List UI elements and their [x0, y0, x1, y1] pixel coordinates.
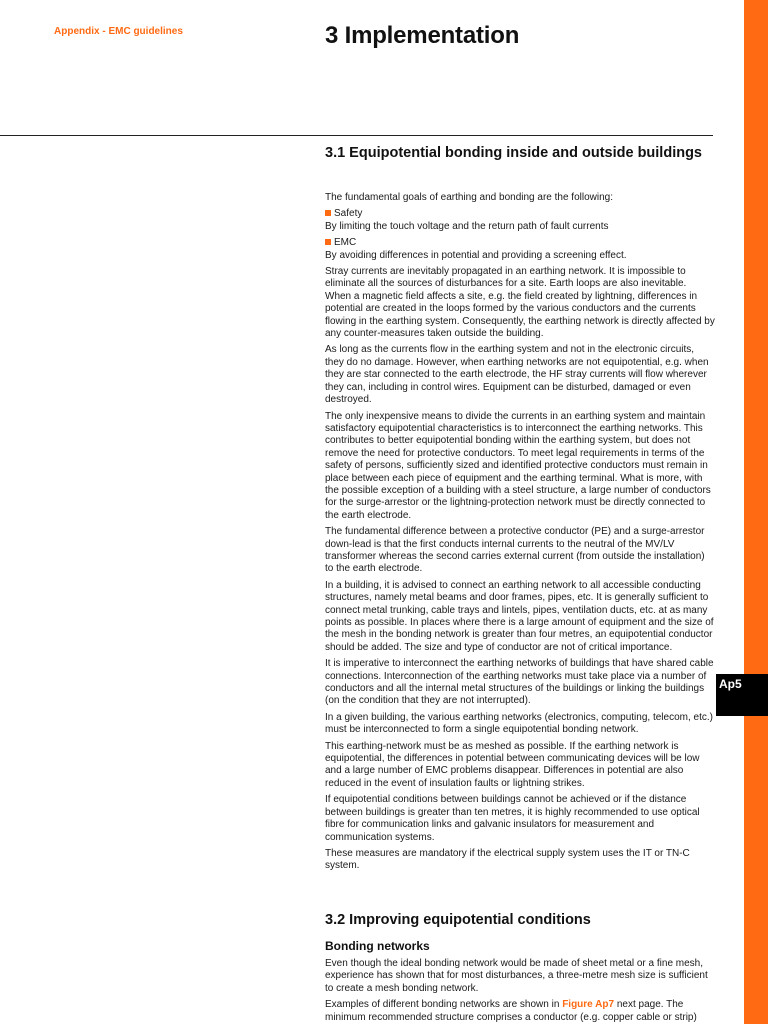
bullet-label: Safety — [334, 208, 363, 220]
running-head: Appendix - EMC guidelines — [54, 26, 183, 37]
intro-paragraph: The fundamental goals of earthing and bonding are the following: — [325, 192, 613, 203]
chapter-title: 3 Implementation — [325, 22, 520, 49]
text-before-link: Examples of different bonding networks are shown in — [325, 999, 563, 1011]
section-3-2-body — [325, 958, 715, 1028]
paragraph: This earthing-network must be as meshed as possible. If the earthing network is equipotential, the differences in potential between communicating devices will be low and a large number of EMC problems disappear. Differences in potential are also reduced in the event of insulation faults or lightning strikes. — [325, 740, 700, 789]
appendix-tab — [716, 674, 768, 716]
figure-ap7-link[interactable]: Figure Ap7 — [562, 999, 615, 1011]
paragraph: It is imperative to interconnect the earthing networks of buildings that have shared cable connections. Interconnection of the earthing networks must take place via a number of conductors and all the internal metal structures of the buildings or linking the buildings (on the condition that they are not interrupted). — [325, 658, 714, 707]
paragraph: These measures are mandatory if the electrical supply system uses the IT or TN-C system. — [325, 847, 690, 872]
bullet-safety — [325, 208, 715, 220]
paragraph: As long as the currents flow in the earthing system and not in the electronic circuits, they do no damage. However, when earthing networks are not equipotential, e.g. when they are star connected to the earth electrode, the HF stray currents will flow wherever they can, including in control wires. Equipment can be disturbed, damaged or even destroyed. — [325, 344, 709, 406]
paragraph-with-link — [325, 999, 715, 1024]
orange-edge-bar — [744, 0, 768, 1024]
bullet-text: By limiting the touch voltage and the return path of fault currents — [325, 220, 609, 232]
paragraph: Even though the ideal bonding network would be made of sheet metal or a fine mesh, experience has shown that for most disturbances, a three-metre mesh size is sufficient to create a mesh bonding network. — [325, 958, 708, 994]
bullet-text: By avoiding differences in potential and providing a screening effect. — [325, 249, 627, 261]
paragraph: The only inexpensive means to divide the currents in an earthing system and maintain satisfactory equipotential characteristics is to interconnect the earthing networks. This contributes to better equipotential bonding within the earthing system, but does not remove the need for protective conductors. To meet legal requirements in terms of the safety of persons, sufficiently sized and identified protective conductors must remain in place between each piece of equipment and the earthing terminal. What is more, with the possible exception of a building with a steel structure, a large number of conductors for the surge-arrestor or the lightning-protection network must be directly connected to the earth electrode. — [325, 410, 711, 521]
bullet-square-icon — [325, 210, 331, 216]
paragraph: The fundamental difference between a protective conductor (PE) and a surge-arrestor down-lead is that the first conducts internal currents to the neutral of the MV/LV transformer whereas the second carries external current (from outside the installation) to the earth electrode. — [325, 526, 705, 575]
paragraph: In a given building, the various earthing networks (electronics, computing, telecom, etc.) must be interconnected to form a single equipotential bonding network. — [325, 711, 713, 736]
bullet-label: EMC — [334, 237, 357, 249]
appendix-tab-label: Ap5 — [719, 677, 742, 691]
header-divider — [0, 135, 713, 136]
bonding-networks-subtitle: Bonding networks — [325, 939, 430, 953]
bullet-square-icon — [325, 239, 331, 245]
section-3-1-title: 3.1 Equipotential bonding inside and outside buildings — [325, 145, 702, 161]
section-3-2-title: 3.2 Improving equipotential conditions — [325, 912, 591, 928]
bullet-emc — [325, 237, 715, 249]
paragraph: In a building, it is advised to connect an earthing network to all accessible conducting structures, namely metal beams and door frames, pipes, etc. It is generally sufficient to connect metal trunking, cable trays and lintels, pipes, ventilation ducts, etc. at as many points as possible. In places where there is a large amount of equipment and the size of the mesh in the bonding network is greater than four metres, an equipotential conductor should be added. The size and type of conductor are not of critical importance. — [325, 579, 714, 653]
paragraph: Stray currents are inevitably propagated in an earthing network. It is impossible to eliminate all the sources of disturbances for a site. Earth loops are also inevitable. When a magnetic field affects a site, e.g. the field created by lightning, differences in potential are created in the loops formed by the various conductors and the currents flowing in the earthing system. Consequently, the earthing network is directly affected by any counter-measures taken outside the building. — [325, 266, 715, 340]
paragraph: If equipotential conditions between buildings cannot be achieved or if the distance between buildings is greater than ten metres, it is highly recommended to use optical fibre for communication links and galvanic insulators for measurement and communication systems. — [325, 794, 700, 843]
section-3-1-body — [325, 192, 715, 877]
text-after-link: next page. The minimum recommended structure comprises a conductor (e.g. copper cable or strip) — [325, 999, 697, 1023]
